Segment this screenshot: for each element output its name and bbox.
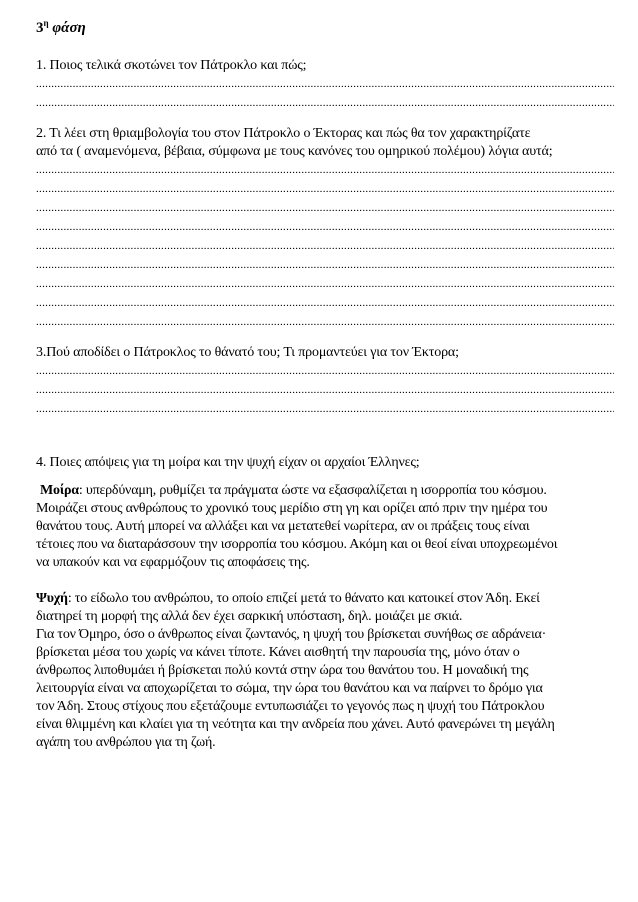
section-heading — [36, 18, 614, 37]
moira-line: Μοιράζει στους ανθρώπους το χρονικό τους μερίδιο στη γη και ορίζει από πριν την ημέρα του — [36, 501, 548, 516]
moira-line: θανάτου τους. Αυτή μπορεί να αλλάξει και να μετατεθεί νωρίτερα, αν οι πράξεις τους είναι — [36, 519, 530, 534]
question-2-line-1: 2. Τι λέει στη θριαμβολογία του στον Πάτροκλο ο Έκτορας και πώς θα τον χαρακτηρίζατε — [36, 126, 531, 141]
psyche-line: αγάπη του ανθρώπου για τη ζωή. — [36, 735, 216, 750]
answer-line[interactable] — [36, 218, 614, 237]
psyche-paragraph — [36, 590, 614, 752]
answer-line[interactable] — [36, 75, 614, 94]
moira-line: : υπερδύναμη, ρυθμίζει τα πράγματα ώστε να εξασφαλίζεται η ισορροπία του κόσμου. — [78, 483, 547, 498]
question-1: 1. Ποιος τελικά σκοτώνει τον Πάτροκλο και πώς; — [36, 58, 307, 73]
answer-line[interactable] — [36, 381, 614, 400]
psyche-line: βρίσκεται μέσα του χωρίς να κάνει τίποτε. Κάνει αισθητή την παρουσία της, μόνο όταν ο — [36, 645, 520, 660]
question-3: 3.Πού αποδίδει ο Πάτροκλος το θάνατό του; Τι προμαντεύει για τον Έκτορα; — [36, 345, 459, 360]
answer-line[interactable] — [36, 400, 614, 419]
heading-number: 3 — [36, 20, 44, 36]
psyche-line: διατηρεί τη μορφή της αλλά δεν έχει σαρκική υπόσταση, δηλ. μοιάζει με σκιά. — [36, 609, 463, 624]
answer-lines-3 — [36, 362, 614, 419]
answer-line[interactable] — [36, 275, 614, 294]
question-4: 4. Ποιες απόψεις για τη μοίρα και την ψυχή είχαν οι αρχαίοι Έλληνες; — [36, 455, 420, 470]
psyche-line: τον Άδη. Στους στίχους που εξετάζουμε εντυπωσιάζει το γεγονός πως η ψυχή του Πάτροκλου — [36, 699, 545, 714]
answer-line[interactable] — [36, 294, 614, 313]
heading-superscript: η — [43, 18, 49, 28]
answer-line[interactable] — [36, 180, 614, 199]
psyche-line: : το είδωλο του ανθρώπου, το οποίο επιζεί μετά το θάνατο και κατοικεί στον Άδη. Εκεί — [67, 591, 540, 606]
moira-term: Μοίρα — [40, 483, 79, 498]
moira-line: τέτοιες που να διαταράσσουν την ισορροπία του κόσμου. Ακόμη και οι θεοί είναι υποχρεωμένοι — [36, 537, 558, 552]
psyche-term: Ψυχή — [36, 591, 68, 606]
answer-line[interactable] — [36, 94, 614, 113]
question-2-line-2: από τα ( αναμενόμενα, βέβαια, σύμφωνα με τους κανόνες του ομηρικού πολέμου) λόγια αυτά; — [36, 144, 553, 159]
answer-line[interactable] — [36, 256, 614, 275]
answer-lines-1 — [36, 75, 614, 113]
answer-line[interactable] — [36, 199, 614, 218]
answer-line[interactable] — [36, 362, 614, 381]
moira-line: να υπακούν και να εφαρμόζουν τις αποφάσεις της. — [36, 555, 310, 570]
psyche-line: Για τον Όμηρο, όσο ο άνθρωπος είναι ζωντανός, η ψυχή του βρίσκεται συνήθως σε αδράνεια· — [36, 627, 547, 642]
answer-line[interactable] — [36, 161, 614, 180]
answer-line[interactable] — [36, 237, 614, 256]
heading-word: φάση — [52, 20, 86, 36]
answer-line[interactable] — [36, 313, 614, 332]
moira-paragraph — [36, 482, 614, 572]
psyche-line: άνθρωπος λιποθυμάει ή βρίσκεται πολύ κοντά στην ώρα του θανάτου του. Η μοναδική της — [36, 663, 529, 678]
answer-lines-2 — [36, 161, 614, 332]
psyche-line: είναι θλιμμένη και κλαίει για τη νεότητα και την ανδρεία που χάνει. Αυτό φανερώνει τη μεγάλη — [36, 717, 555, 732]
psyche-line: λειτουργία είναι να αποχωρίζεται το σώμα, την ώρα του θανάτου και να παίρνει το δρόμο για — [36, 681, 543, 696]
